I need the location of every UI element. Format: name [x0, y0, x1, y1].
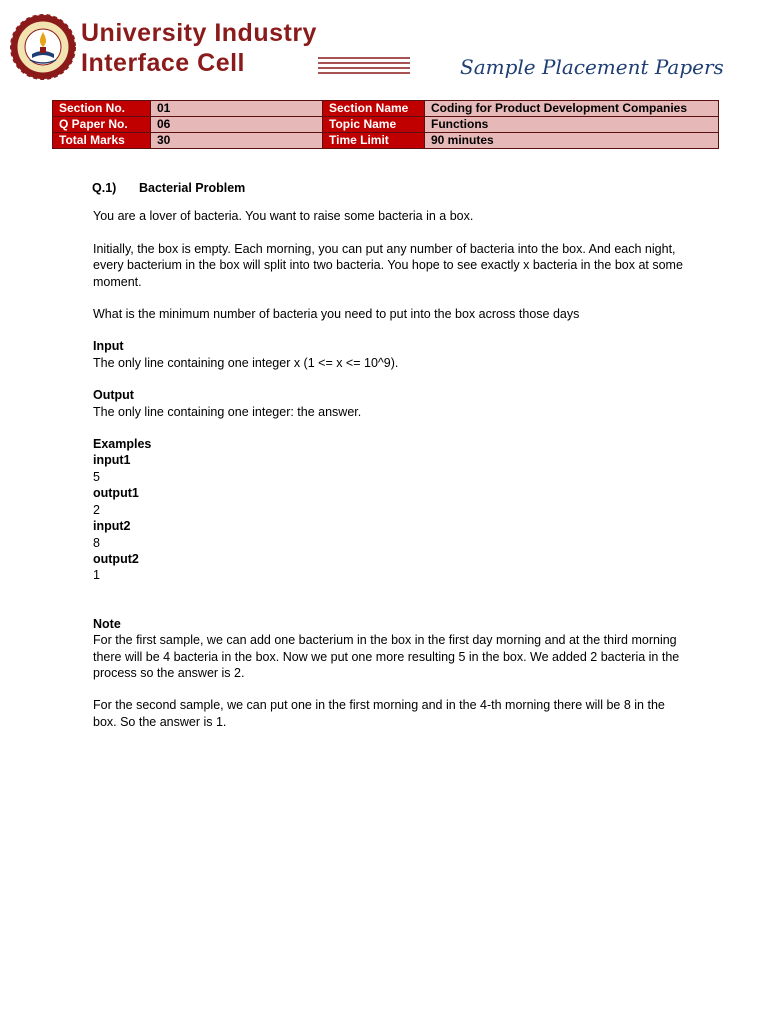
section-no-label: Section No.: [53, 101, 151, 117]
total-marks-label: Total Marks: [53, 133, 151, 149]
table-row: [53, 133, 719, 149]
note-section: [93, 616, 683, 682]
example-value: 2: [93, 502, 100, 517]
input-section: [93, 338, 683, 371]
question-heading: [92, 180, 683, 196]
paper-info-table: [52, 100, 719, 149]
brand-title-line1: University Industry: [81, 19, 317, 47]
total-marks-value: 30: [151, 133, 323, 149]
topic-name-value: Functions: [425, 117, 719, 133]
university-emblem-icon: [10, 14, 76, 80]
output-text: The only line containing one integer: the answer.: [93, 404, 362, 419]
brand-rule-lines: [318, 56, 410, 76]
question-number: Q.1): [92, 181, 117, 195]
note-text-2: For the second sample, we can put one in the first morning and in the 4-th morning there will be 8 in the box. So the answer is 1.: [93, 698, 665, 729]
brand-title-line2: Interface Cell: [81, 49, 246, 77]
output-title: Output: [93, 388, 134, 403]
example-value: 5: [93, 469, 100, 484]
examples-section: [93, 436, 683, 584]
topic-name-label: Topic Name: [323, 117, 425, 133]
question-content: [93, 180, 683, 746]
q-paper-no-label: Q Paper No.: [53, 117, 151, 133]
example-label: input1: [93, 453, 131, 468]
example-label: input2: [93, 519, 131, 534]
spacer: [93, 584, 683, 616]
example-label: output2: [93, 551, 139, 566]
question-intro: You are a lover of bacteria. You want to raise some bacteria in a box.: [93, 209, 474, 224]
section-no-value: 01: [151, 101, 323, 117]
input-text: The only line containing one integer x (1 <= x <= 10^9).: [93, 355, 399, 370]
question-ask: What is the minimum number of bacteria you need to put into the box across those days: [93, 307, 580, 322]
time-limit-value: 90 minutes: [425, 133, 719, 149]
examples-title: Examples: [93, 437, 152, 452]
note-text-1: For the first sample, we can add one bacterium in the box in the first day morning and at the third morning there will be 4 bacteria in the box. Now we put one more resulting 5 in the box. We added 2 bacteria in the process so the answer is 2.: [93, 633, 680, 680]
input-title: Input: [93, 339, 124, 354]
section-name-label: Section Name: [323, 101, 425, 117]
example-value: 1: [93, 568, 100, 583]
question-title: Bacterial Problem: [139, 181, 246, 195]
tagline: Sample Placement Papers: [460, 55, 724, 79]
time-limit-label: Time Limit: [323, 133, 425, 149]
note-title: Note: [93, 616, 121, 631]
table-row: [53, 117, 719, 133]
q-paper-no-value: 06: [151, 117, 323, 133]
output-section: [93, 387, 683, 420]
question-description: Initially, the box is empty. Each morning, you can put any number of bacteria into the box. And each night, every bacterium in the box will split into two bacteria. You hope to see exactly x bacteria in the box at some moment.: [93, 241, 683, 289]
example-value: 8: [93, 535, 100, 550]
page-header: [0, 0, 768, 95]
section-name-value: Coding for Product Development Companies: [425, 101, 719, 117]
table-row: [53, 101, 719, 117]
example-label: output1: [93, 486, 139, 501]
